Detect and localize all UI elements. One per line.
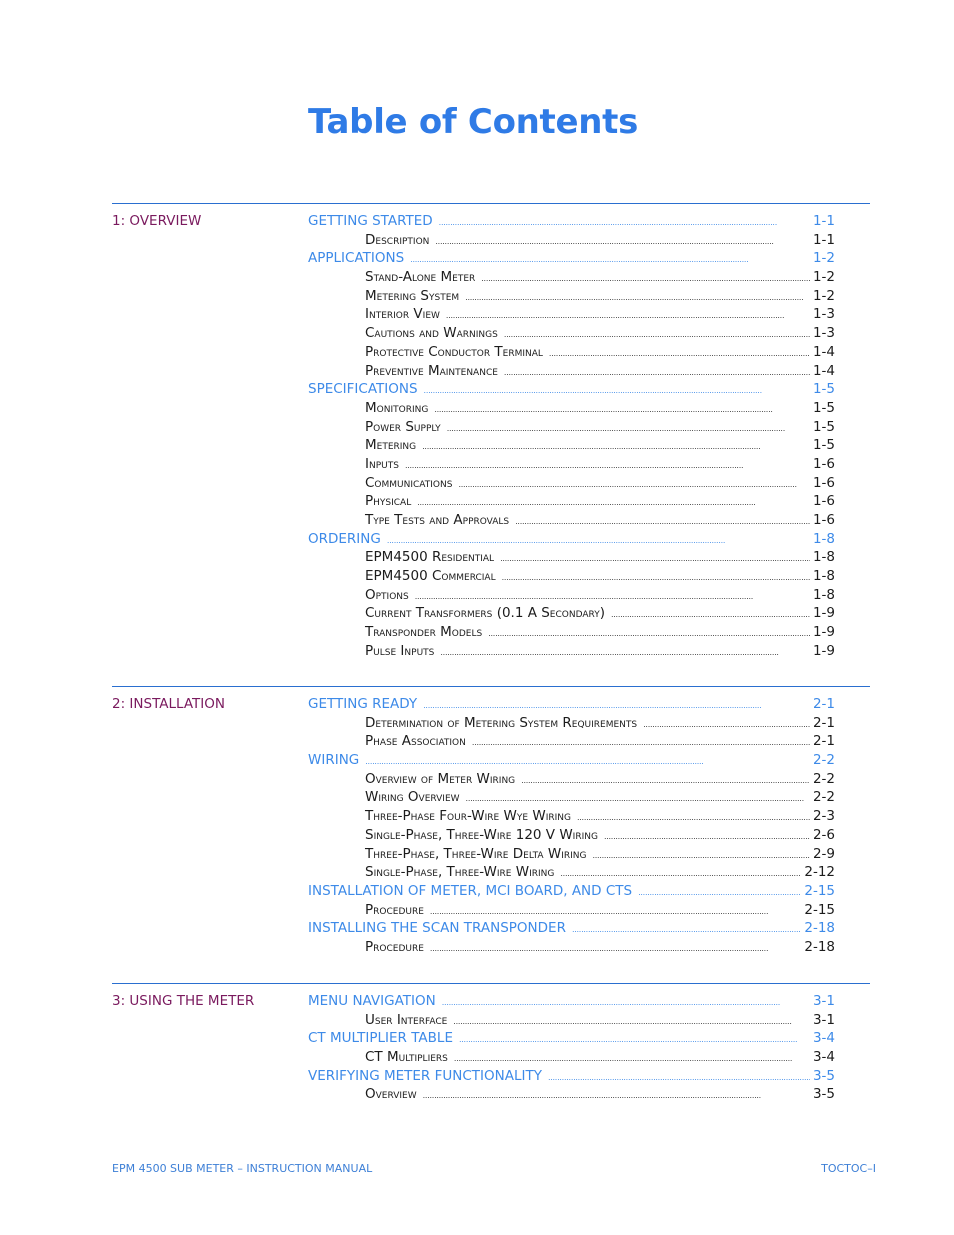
dot-leader bbox=[458, 481, 809, 489]
toc-page-number: 1-8 bbox=[812, 586, 835, 603]
toc-page-number: 2-15 bbox=[804, 901, 835, 918]
toc-page-number: 3-5 bbox=[812, 1067, 835, 1084]
toc-subentry-link[interactable] bbox=[308, 624, 835, 643]
toc-entry-title: Inputs bbox=[365, 455, 399, 472]
toc-page-number: 1-6 bbox=[812, 512, 835, 528]
toc-entry-title: Type Tests and Approvals bbox=[365, 512, 510, 528]
toc-heading-link[interactable] bbox=[308, 381, 835, 400]
toc-section-overview bbox=[112, 203, 870, 659]
toc-page-number: 1-9 bbox=[812, 642, 835, 659]
toc-page-number: 2-1 bbox=[812, 696, 835, 712]
toc-heading-link[interactable] bbox=[308, 1030, 835, 1049]
toc-page-number: 1-5 bbox=[812, 418, 835, 435]
toc-page-number: 1-9 bbox=[812, 605, 835, 622]
toc-subentry-link[interactable] bbox=[308, 475, 835, 494]
section-label: 3: USING THE METER bbox=[112, 993, 255, 1009]
dot-leader bbox=[415, 593, 810, 601]
toc-subentry-link[interactable] bbox=[308, 232, 835, 251]
toc-subentry-link[interactable] bbox=[308, 325, 835, 344]
toc-page-number: 2-12 bbox=[804, 864, 835, 881]
toc-page-number: 2-18 bbox=[804, 938, 835, 955]
dot-leader bbox=[405, 462, 810, 470]
dot-leader bbox=[459, 1036, 810, 1044]
toc-subentry-link[interactable] bbox=[308, 568, 835, 587]
toc-subentry-link[interactable] bbox=[308, 269, 835, 288]
dot-leader bbox=[577, 814, 810, 822]
toc-entry-title: MENU NAVIGATION bbox=[308, 993, 436, 1009]
toc-heading-link[interactable] bbox=[308, 1068, 835, 1087]
toc-subentry-link[interactable] bbox=[308, 456, 835, 475]
toc-page-number: 2-15 bbox=[804, 882, 835, 899]
toc-subentry-link[interactable] bbox=[308, 605, 835, 624]
toc-page-number: 1-5 bbox=[812, 437, 835, 454]
toc-heading-link[interactable] bbox=[308, 752, 835, 771]
dot-leader bbox=[504, 369, 810, 377]
toc-entry-title: Metering bbox=[365, 437, 417, 454]
dot-leader bbox=[435, 238, 810, 246]
toc-entry-title: Interior View bbox=[365, 306, 440, 323]
toc-subentry-link[interactable] bbox=[308, 288, 835, 307]
toc-heading-link[interactable] bbox=[308, 696, 835, 715]
dot-leader bbox=[423, 1092, 810, 1100]
toc-subentry-link[interactable] bbox=[308, 363, 835, 382]
dot-leader bbox=[560, 870, 801, 878]
footer-page-number: TOCTOC–I bbox=[821, 1162, 876, 1175]
dot-leader bbox=[515, 518, 810, 526]
toc-entry-title: WIRING bbox=[308, 752, 360, 769]
dot-leader bbox=[422, 443, 810, 451]
toc-entry-title: INSTALLATION OF METER, MCI BOARD, AND CTS bbox=[308, 882, 633, 899]
toc-page-number: 1-2 bbox=[812, 250, 835, 267]
toc-page-number: 3-1 bbox=[812, 1011, 835, 1028]
dot-leader bbox=[549, 350, 810, 358]
dot-leader bbox=[446, 312, 810, 320]
toc-entry-title: EPM4500 Residential bbox=[365, 549, 495, 566]
toc-page-number: 3-4 bbox=[812, 1049, 835, 1066]
toc-heading-link[interactable] bbox=[308, 993, 835, 1012]
toc-heading-link[interactable] bbox=[308, 213, 835, 232]
toc-entry-title: Pulse Inputs bbox=[365, 642, 435, 659]
toc-page-number: 2-2 bbox=[812, 752, 835, 769]
toc-entry-title: GETTING READY bbox=[308, 696, 418, 712]
toc-entry-title: Options bbox=[365, 586, 409, 603]
toc-page-number: 1-2 bbox=[812, 287, 835, 304]
toc-page-number: 1-9 bbox=[812, 624, 835, 641]
dot-leader bbox=[611, 611, 810, 619]
dot-leader bbox=[430, 908, 801, 916]
toc-subentry-link[interactable] bbox=[308, 902, 835, 921]
dot-leader bbox=[453, 1018, 810, 1026]
dot-leader bbox=[466, 795, 810, 803]
toc-entry-title: Communications bbox=[365, 474, 453, 491]
toc-page-number: 1-6 bbox=[812, 493, 835, 510]
toc-page-number: 1-1 bbox=[812, 213, 835, 229]
dot-leader bbox=[472, 739, 810, 747]
toc-page-number: 2-2 bbox=[812, 789, 835, 806]
toc-page-number: 3-4 bbox=[812, 1030, 835, 1047]
dot-leader bbox=[488, 630, 810, 638]
toc-entry-title: Physical bbox=[365, 493, 412, 510]
toc-entry-title: INSTALLING THE SCAN TRANSPONDER bbox=[308, 920, 566, 937]
dot-leader bbox=[442, 999, 810, 1007]
dot-leader bbox=[502, 574, 810, 582]
toc-entry-title: Monitoring bbox=[365, 399, 429, 416]
toc-subentry-link[interactable] bbox=[308, 715, 835, 734]
toc-entry-title: Preventive Maintenance bbox=[365, 362, 498, 379]
toc-entry-title: Protective Conductor Terminal bbox=[365, 343, 543, 360]
toc-subentry-link[interactable] bbox=[308, 512, 835, 531]
toc-entry-title: APPLICATIONS bbox=[308, 250, 405, 267]
toc-subentry-link[interactable] bbox=[308, 400, 835, 419]
toc-page-number: 1-2 bbox=[812, 269, 835, 286]
toc-subentry-link[interactable] bbox=[308, 344, 835, 363]
dot-leader bbox=[430, 945, 801, 953]
toc-entry-title: EPM4500 Commercial bbox=[365, 568, 496, 585]
toc-subentry-link[interactable] bbox=[308, 493, 835, 512]
toc-heading-link[interactable] bbox=[308, 920, 835, 939]
toc-subentry-link[interactable] bbox=[308, 733, 835, 752]
toc-page-number: 1-1 bbox=[812, 231, 835, 248]
toc-entry-title: CT Multipliers bbox=[365, 1049, 448, 1066]
toc-page-number: 1-6 bbox=[812, 455, 835, 472]
toc-page-number: 1-3 bbox=[812, 306, 835, 323]
toc-entry-title: Determination of Metering System Requirements bbox=[365, 714, 638, 731]
toc-page-number: 1-4 bbox=[812, 343, 835, 360]
dot-leader bbox=[365, 758, 810, 766]
toc-page-number: 2-1 bbox=[812, 733, 835, 750]
footer-manual-title: EPM 4500 SUB METER – INSTRUCTION MANUAL bbox=[112, 1162, 373, 1175]
dot-leader bbox=[447, 425, 810, 433]
toc-entry-title: Overview bbox=[365, 1086, 417, 1103]
dot-leader bbox=[434, 406, 810, 414]
toc-entry-title: VERIFYING METER FUNCTIONALITY bbox=[308, 1067, 542, 1084]
section-divider bbox=[112, 686, 870, 687]
toc-entries bbox=[308, 696, 835, 958]
toc-page-number: 1-6 bbox=[812, 474, 835, 491]
dot-leader bbox=[643, 721, 810, 729]
dot-leader bbox=[500, 555, 810, 563]
toc-entry-title: Single-Phase, Three-Wire Wiring bbox=[365, 864, 555, 881]
toc-subentry-link[interactable] bbox=[308, 1012, 835, 1031]
section-label: 1: OVERVIEW bbox=[112, 213, 202, 229]
toc-page-number: 1-4 bbox=[812, 362, 835, 379]
toc-entry-title: Wiring Overview bbox=[365, 789, 460, 806]
toc-entry-title: Phase Association bbox=[365, 733, 466, 750]
toc-entry-title: GETTING STARTED bbox=[308, 213, 433, 229]
toc-page-number: 1-8 bbox=[812, 568, 835, 585]
toc-subentry-link[interactable] bbox=[308, 864, 835, 883]
toc-subentry-link[interactable] bbox=[308, 771, 835, 790]
section-label: 2: INSTALLATION bbox=[112, 696, 226, 712]
toc-entries bbox=[308, 213, 835, 662]
toc-page-number: 1-3 bbox=[812, 325, 835, 342]
toc-subentry-link[interactable] bbox=[308, 306, 835, 325]
dot-leader bbox=[548, 1074, 810, 1082]
toc-entry-title: Three-Phase Four-Wire Wye Wiring bbox=[365, 808, 571, 825]
toc-entry-title: Power Supply bbox=[365, 418, 441, 435]
toc-subentry-link[interactable] bbox=[308, 846, 835, 865]
dot-leader bbox=[504, 331, 810, 339]
toc-page-number: 2-2 bbox=[812, 770, 835, 787]
toc-subentry-link[interactable] bbox=[308, 1086, 835, 1105]
toc-page-number: 1-5 bbox=[812, 399, 835, 416]
toc-entry-title: Cautions and Warnings bbox=[365, 325, 498, 342]
dot-leader bbox=[481, 275, 810, 283]
toc-entry-title: Description bbox=[365, 231, 430, 248]
toc-entry-title: Overview of Meter Wiring bbox=[365, 770, 516, 787]
toc-entry-title: Metering System bbox=[365, 287, 460, 304]
toc-page-number: 3-5 bbox=[812, 1086, 835, 1103]
toc-heading-link[interactable] bbox=[308, 250, 835, 269]
dot-leader bbox=[423, 702, 810, 710]
toc-entry-title: Single-Phase, Three-Wire 120 V Wiring bbox=[365, 826, 598, 843]
toc-subentry-link[interactable] bbox=[308, 808, 835, 827]
toc-page-number: 1-5 bbox=[812, 381, 835, 398]
section-divider bbox=[112, 983, 870, 984]
toc-section-using-the-meter bbox=[112, 983, 870, 1103]
dot-leader bbox=[572, 926, 801, 934]
toc-subentry-link[interactable] bbox=[308, 437, 835, 456]
toc-entry-title: User Interface bbox=[365, 1011, 448, 1028]
toc-page-number: 2-18 bbox=[804, 920, 835, 937]
dot-leader bbox=[410, 256, 810, 264]
dot-leader bbox=[638, 889, 801, 897]
dot-leader bbox=[439, 219, 810, 227]
dot-leader bbox=[604, 833, 810, 841]
dot-leader bbox=[440, 649, 810, 657]
toc-entry-title: Current Transformers (0.1 A Secondary) bbox=[365, 605, 605, 622]
toc-page-number: 1-8 bbox=[812, 549, 835, 566]
toc-subentry-link[interactable] bbox=[308, 549, 835, 568]
toc-entry-title: SPECIFICATIONS bbox=[308, 381, 418, 398]
toc-entry-title: CT MULTIPLIER TABLE bbox=[308, 1030, 453, 1047]
toc-entry-title: Procedure bbox=[365, 938, 424, 955]
dot-leader bbox=[465, 294, 810, 302]
toc-page-number: 2-1 bbox=[812, 714, 835, 731]
toc-page-number: 3-1 bbox=[812, 993, 835, 1009]
toc-heading-link[interactable] bbox=[308, 531, 835, 550]
dot-leader bbox=[424, 387, 810, 395]
toc-subentry-link[interactable] bbox=[308, 419, 835, 438]
toc-heading-link[interactable] bbox=[308, 883, 835, 902]
toc-page-number: 1-8 bbox=[812, 530, 835, 547]
section-divider bbox=[112, 203, 870, 204]
toc-entry-title: Procedure bbox=[365, 901, 424, 918]
dot-leader bbox=[387, 537, 810, 545]
toc-entry-title: ORDERING bbox=[308, 530, 381, 547]
toc-entry-title: Stand-Alone Meter bbox=[365, 269, 476, 286]
toc-page-number: 2-3 bbox=[812, 808, 835, 825]
toc-entry-title: Transponder Models bbox=[365, 624, 483, 641]
toc-entries bbox=[308, 993, 835, 1105]
page-title: Table of Contents bbox=[308, 102, 639, 142]
toc-subentry-link[interactable] bbox=[308, 587, 835, 606]
dot-leader bbox=[454, 1055, 810, 1063]
toc-subentry-link[interactable] bbox=[308, 1049, 835, 1068]
toc-subentry-link[interactable] bbox=[308, 789, 835, 808]
toc-page-number: 2-9 bbox=[812, 845, 835, 862]
dot-leader bbox=[521, 777, 810, 785]
dot-leader bbox=[417, 499, 810, 507]
toc-subentry-link[interactable] bbox=[308, 827, 835, 846]
toc-subentry-link[interactable] bbox=[308, 643, 835, 662]
toc-section-installation bbox=[112, 686, 870, 955]
toc-page-number: 2-6 bbox=[812, 826, 835, 843]
dot-leader bbox=[592, 852, 809, 860]
toc-subentry-link[interactable] bbox=[308, 939, 835, 958]
toc-entry-title: Three-Phase, Three-Wire Delta Wiring bbox=[365, 845, 587, 862]
